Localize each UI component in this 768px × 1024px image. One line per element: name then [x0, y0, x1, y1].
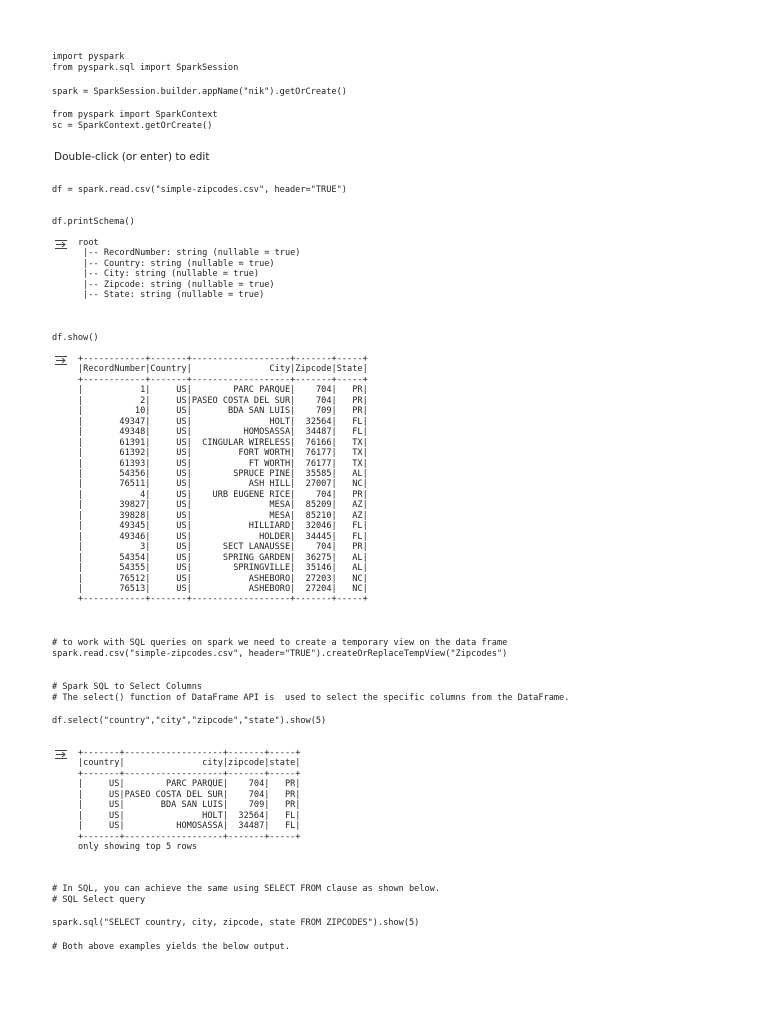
- code-cell-read-csv[interactable]: df = spark.read.csv("simple-zipcodes.csv", header="TRUE"): [52, 185, 347, 195]
- output-toggle-icon[interactable]: [54, 239, 68, 250]
- code-cell-imports[interactable]: import pyspark from pyspark.sql import SparkSession: [52, 52, 239, 73]
- code-cell-df-show[interactable]: df.show(): [52, 333, 99, 343]
- code-cell-print-schema[interactable]: df.printSchema(): [52, 217, 135, 227]
- code-cell-sql-call[interactable]: spark.sql("SELECT country, city, zipcode, state FROM ZIPCODES").show(5): [52, 918, 420, 928]
- code-cell-select-comments[interactable]: # Spark SQL to Select Columns # The select() function of DataFrame API is used to select the specific columns from the DataFrame.: [52, 682, 570, 703]
- code-cell-spark-context[interactable]: from pyspark import SparkContext sc = SparkContext.getOrCreate(): [52, 110, 218, 131]
- select-output-table: +-------+-------------------+-------+-----+ |country| city|zipcode|state| +-------+-------------------+-------+-----+ | US| PARC PARQUE| 704| PR| | US|PASEO COSTA DEL SUR| 704| PR| | US| BDA SAN LUIS| 709| PR| | US| HOLT| 32564| FL| | US| HOMOSASSA| 34487| FL| +-------+-------------------+-------+-----+ only showing top 5 rows: [78, 748, 301, 853]
- markdown-cell-placeholder[interactable]: Double-click (or enter) to edit: [54, 151, 210, 163]
- schema-output: root |-- RecordNumber: string (nullable = true) |-- Country: string (nullable = true) |-- City: string (nullable = true) |-- Zipcode: string (nullable = true) |-- State: string (nullable = true): [78, 238, 301, 301]
- output-toggle-icon[interactable]: [54, 355, 68, 366]
- code-cell-sql-comments[interactable]: # In SQL, you can achieve the same using SELECT FROM clause as shown below. # SQL Select query: [52, 884, 441, 905]
- output-toggle-icon[interactable]: [54, 749, 68, 760]
- code-cell-final-comment[interactable]: # Both above examples yields the below output.: [52, 942, 290, 952]
- code-cell-spark-session[interactable]: spark = SparkSession.builder.appName("nik").getOrCreate(): [52, 87, 347, 97]
- code-cell-temp-view[interactable]: # to work with SQL queries on spark we need to create a temporary view on the data frame spark.read.csv("simple-zipcodes.csv", header="TRUE").createOrReplaceTempView("Zipcodes"): [52, 638, 508, 659]
- show-output-table: +------------+-------+-------------------+-------+-----+ |RecordNumber|Country| City|Zipcode|State| +------------+-------+-------------------+-------+-----+ | 1| US| PARC PARQUE| 704| PR| | 2| US|PASEO COSTA DEL SUR| 704| PR| | 10| US| BDA SAN LUIS| 709| PR| | 49347| US| HOLT| 32564| FL| | 49348| US| HOMOSASSA| 34487| FL| | 61391| US| CINGULAR WIRELESS| 76166| TX| | 61392| US| FORT WORTH| 76177| TX| | 61393| US| FT WORTH| 76177| TX| | 54356| US| SPRUCE PINE| 35585| AL| | 76511| US| ASH HILL| 27007| NC| | 4| US| URB EUGENE RICE| 704| PR| | 39827| US| MESA| 85209| AZ| | 39828| US| MESA| 85210| AZ| | 49345| US| HILLIARD| 32046| FL| | 49346| US| HOLDER| 34445| FL| | 3| US| SECT LANAUSSE| 704| PR| | 54354| US| SPRING GARDEN| 36275| AL| | 54355| US| SPRINGVILLE| 35146| AL| | 76512| US| ASHEBORO| 27203| NC| | 76513| US| ASHEBORO| 27204| NC| +------------+-------+-------------------+-------+-----+: [78, 354, 368, 605]
- code-cell-select-call[interactable]: df.select("country","city","zipcode","state").show(5): [52, 716, 327, 726]
